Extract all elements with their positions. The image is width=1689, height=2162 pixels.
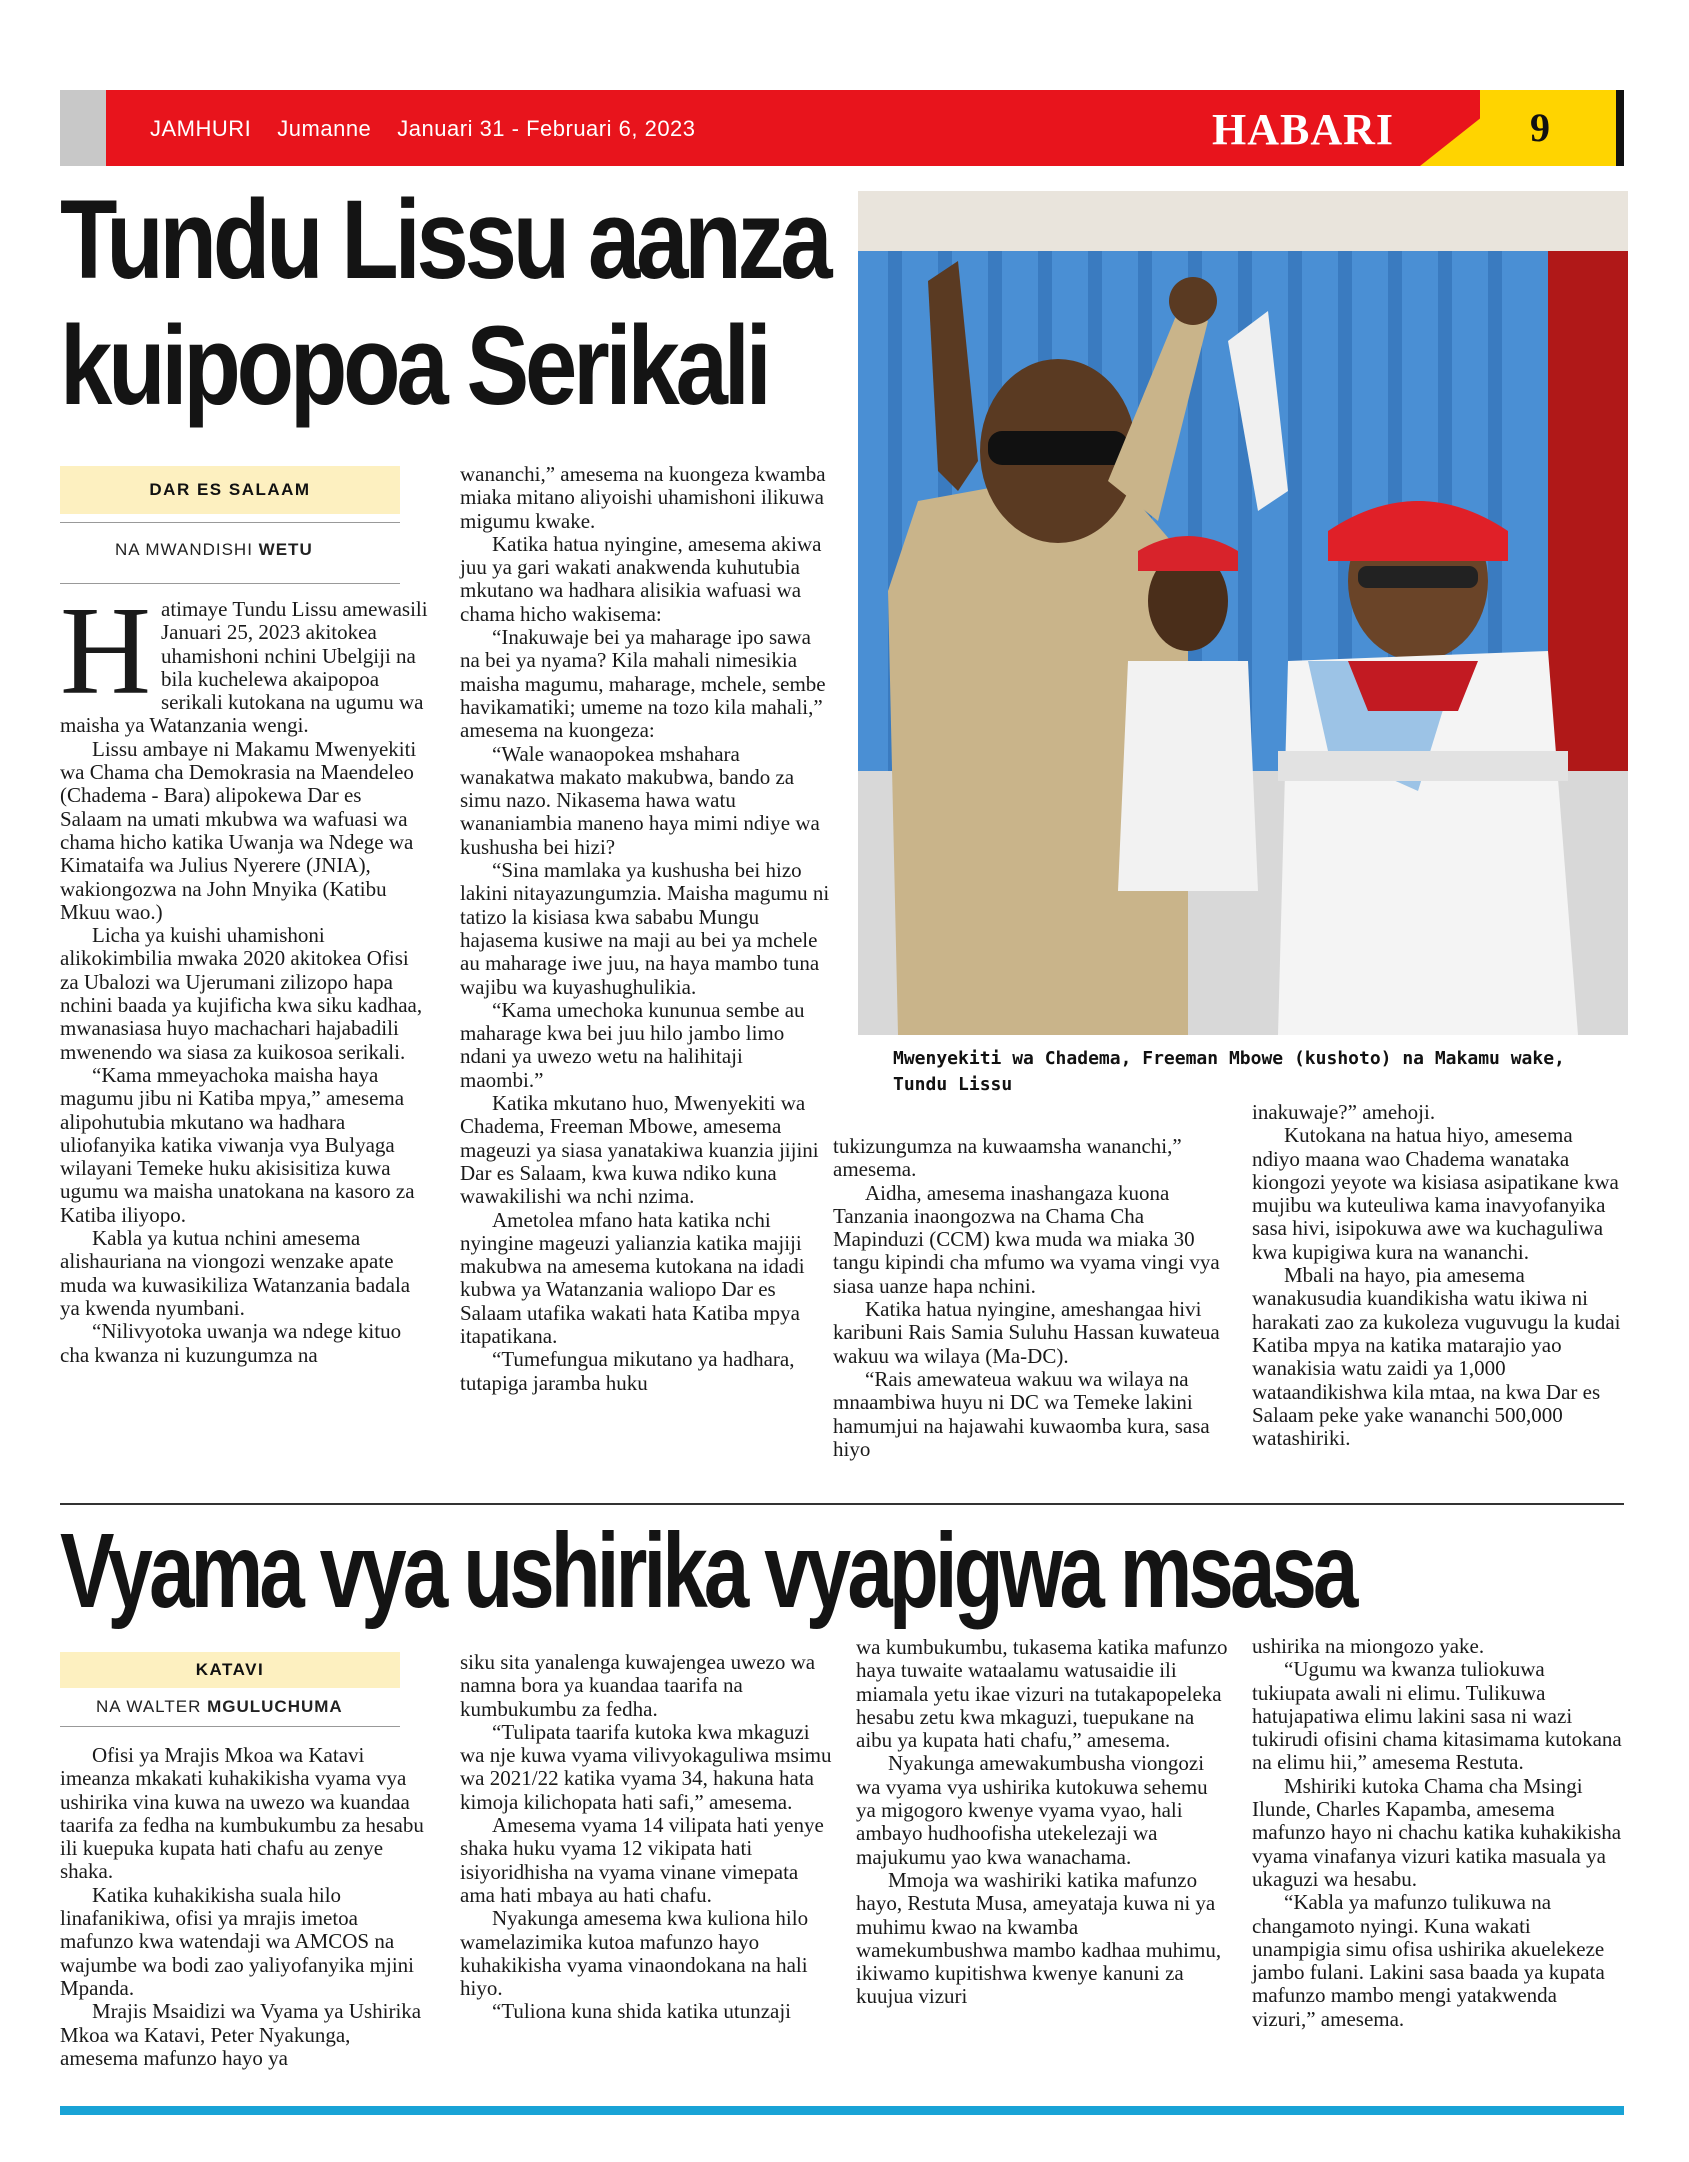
story1-column-3 [833, 1135, 1221, 1461]
story1-paragraph: “Nilivyotoka uwanja wa ndege kituo cha kwanza ni kuzungumza na [60, 1319, 402, 1367]
story1-paragraph: Lissu ambaye ni Makamu Mwenyekiti wa Chama cha Demokrasia na Maendeleo (Chadema - Bara) alipokewa Dar es Salaam na umati mkubwa wa wafuasi wa chama hicho katika Uwanja wa Ndege wa Kimataifa wa Julius Nyerere (JNIA), wakiongozwa na John Mnyika (Katibu Mkuu wao.) [60, 736, 417, 924]
story2-paragraph: ushirika na miongozo yake. [1252, 1634, 1485, 1658]
story1-photo [858, 191, 1628, 1035]
story2-paragraph: Mshiriki kutoka Chama cha Msingi Ilunde, Charles Kapamba, amesema mafunzo hayo ni chachu katika kuhakikisha vyama vinafanya vizuri katika masuala ya ukaguzi wa hesabu. [1252, 1773, 1622, 1891]
story2-paragraph: “Kabla ya mafunzo tulikuwa na changamoto nyingi. Kuna wakati unampigia simu ofisa ushirika akuelekeze jambo fulani. Lakini sasa baada ya kupata mafunzo mambo mengi yatakwenda vizuri,” amesema. [1252, 1890, 1605, 2031]
story1-paragraph: Kutokana na hatua hiyo, amesema ndiyo maana wao Chadema wanataka kiongozi yeyote wa kisiasa asipatikane kwa mujibu wa kuteuliwa kama inavyofanyika sasa hivi, isipokuwa awe wa kuchaguliwa kwa kupigiwa kura na wananchi. [1252, 1123, 1619, 1264]
story1-paragraph: Mbali na hayo, pia amesema wanakusudia kuandikisha watu ikiwa ni harakati zao za kukoleza vuguvugu la kudai Katiba mpya na katika matarajio yao wanakisia watu zaidi ya 1,000 wataandikishwa kila mtaa, na kwa Dar es Salaam peke yake wananchi 500,000 watashiriki. [1252, 1263, 1621, 1451]
story2-paragraph: wa kumbukumbu, tukasema katika mafunzo haya tuwaite wataalamu watusaidie ili miamala yetu ikae vizuri na tutakapopeleka hesabu zetu kwa mkaguzi, tuepukane na aibu ya kupata hati chafu,” amesema. [856, 1635, 1228, 1753]
story1-lead-paragraph [60, 582, 428, 738]
issue-dates: Januari 31 - Februari 6, 2023 [397, 116, 696, 141]
story2-paragraph: “Tulipata taarifa kutoka kwa mkaguzi wa nje kuwa vyama vilivyokaguliwa msimu wa 2021/22 katika vyama 34, hakuna hata kimoja kilichopata hati safi,” amesema. [460, 1719, 832, 1814]
story2-paragraph: Nyakunga amesema kwa kuliona hilo wamelazimika kutoa mafunzo hayo kuhakikisha vyama vinaondokana na hali hiyo. [460, 1906, 809, 2001]
story2-byline [96, 1697, 343, 1717]
story1-paragraph: wananchi,” amesema na kuongeza kwamba miaka mitano aliyoishi uhamishoni ilikuwa migumu kwake. [460, 462, 826, 533]
story1-byline-prefix: NA MWANDISHI [115, 540, 253, 559]
story1-paragraph: Katika mkutano huo, Mwenyekiti wa Chadema, Freeman Mbowe, amesema mageuzi ya siasa yanatakiwa kuanzia jijini Dar es Salaam, kwa kuwa ndiko kuna wawakilishi wa nchi nzima. [460, 1091, 819, 1209]
story2-paragraph: Mrajis Msaidizi wa Vyama ya Ushirika Mkoa wa Katavi, Peter Nyakunga, amesema mafunzo hayo ya [60, 1999, 422, 2070]
story1-paragraph: “Wale wanaopokea mshahara wanakatwa makato makubwa, bando za simu nazo. Nikasema hawa watu wananiambia maneno haya mimi ndiye wa kushusha bei hizi? [460, 741, 820, 859]
section-label: HABARI [1212, 105, 1395, 154]
story2-dateline: KATAVI [60, 1652, 400, 1688]
story1-paragraph: Licha ya kuishi uhamishoni alikokimbilia mwaka 2020 akitokea Ofisi za Ubalozi wa Ujerumani zilizopo hapa nchini baada ya kujificha kwa siku kadhaa, mwanasiasa huyo machachari hajabadili mwenendo wa siasa za kuikosoa serikali. [60, 923, 423, 1064]
story2-byline-prefix: NA WALTER [96, 1697, 202, 1716]
story1-divider-top [60, 522, 400, 523]
page-header [60, 90, 1624, 166]
story1-paragraph: Ametolea mfano hata katika nchi nyingine mageuzi yalianzia katika majiji makubwa na amesema kutokana na idadi kubwa ya Watanzania waliopo Dar es Salaam utafika wakati hata Katiba mpya itapatikana. [460, 1207, 805, 1348]
header-masthead [150, 116, 722, 142]
page-number: 9 [1530, 105, 1550, 150]
story1-headline-line2: kuipopoa Serikali [60, 303, 768, 428]
story1-dropcap: H [60, 582, 151, 721]
story1-column-1 [60, 582, 428, 1367]
story1-paragraph: “Tumefungua mikutano ya hadhara, tutapiga jaramba huku [460, 1347, 795, 1395]
story1-paragraph: inakuwaje?” amehoji. [1252, 1100, 1436, 1124]
issue-day: Jumanne [277, 116, 372, 141]
story1-paragraph: “Kama umechoka kununua sembe au maharage kwa bei juu hilo jambo limo ndani ya uwezo wetu na halihitaji maombi.” [460, 997, 805, 1092]
story1-paragraph: Kabla ya kutua nchini amesema alishauriana na viongozi wenzake apate muda wa kuwasikiliza Watanzania badala ya kwenda nyumbani. [60, 1226, 411, 1320]
story1-paragraph: Aidha, amesema inashangaza kuona Tanzania inaongozwa na Chama Cha Mapinduzi (CCM) kwa muda wa miaka 30 tangu kipindi cha mfumo wa vyama vingi vya siasa uanze hapa nchini. [833, 1180, 1220, 1298]
story1-paragraph: “Kama mmeyachoka maisha haya magumu jibu ni Katiba mpya,” amesema alipohutubia mkutano wa hadhara uliofanyika katika viwanja vya Bulyaga wilayani Temeke huku akisisitiza kuwa ugumu wa maisha unatokana na kasoro za Katiba iliyopo. [60, 1062, 415, 1227]
story2-column-1 [60, 1744, 428, 2070]
story1-headline-line1: Tundu Lissu aanza [60, 177, 829, 302]
story2-paragraph: “Ugumu wa kwanza tuliokuwa tukiupata awali ni elimu. Tulikuwa hatujapatiwa elimu lakini sasa ni wazi tukirudi ofisini chama kitasimama kutokana na elimu hii,” amesema Restuta. [1252, 1657, 1622, 1775]
story2-column-2 [460, 1651, 832, 2024]
story2-paragraph: Ofisi ya Mrajis Mkoa wa Katavi imeanza mkakati kuhakikisha vyama vya ushirika vina kuwa na uwezo wa kuandaa taarifa za fedha na kumbukumbu za hesabu ili kuepuka kupata hati chafu au zenye shaka. [60, 1743, 424, 1884]
story1-dateline: DAR ES SALAAM [60, 466, 400, 514]
story2-headline: Vyama vya ushirika vyapigwa msasa [60, 1512, 1355, 1630]
paper-name: JAMHURI [150, 116, 252, 141]
story2-column-3 [856, 1636, 1228, 2009]
story1-column-2 [460, 463, 830, 1395]
story1-paragraph: “Rais amewateua wakuu wa wilaya na mnaambiwa huyu ni DC wa Temeke lakini hamumjui na hajawahi kuwaomba kura, sasa hiyo [833, 1366, 1210, 1461]
story2-paragraph: Katika kuhakikisha suala hilo linafanikiwa, ofisi ya mrajis imetoa mafunzo kwa watendaji wa AMCOS na wajumbe wa bodi zao yaliyofanyika mjini Mpanda. [60, 1882, 414, 2000]
header-grey-block [60, 90, 106, 166]
story1-byline-name: WETU [258, 540, 313, 559]
story2-divider [60, 1726, 400, 1727]
story1-photo-caption: Mwenyekiti wa Chadema, Freeman Mbowe (kushoto) na Makamu wake, Tundu Lissu [893, 1048, 1565, 1095]
story1-lead-text: atimaye Tundu Lissu amewasili Januari 25, 2023 akitokea uhamishoni nchini Ubelgiji na bila kuchelewa akaipopoa serikali kutokana na ugumu wa maisha ya Watanzania wengi. [60, 597, 428, 738]
story-separator-rule [60, 1503, 1624, 1505]
story2-paragraph: Nyakunga amewakumbusha viongozi wa vyama vya ushirika kutokuwa sehemu ya migogoro kwenye vyama vyao, hali ambayo hudhoofisha utekelezaji wa majukumu yao kwa wanachama. [856, 1751, 1208, 1869]
rally-photo-illustration [858, 191, 1628, 1035]
story1-byline [115, 540, 313, 560]
story1-paragraph: Katika hatua nyingine, amesema akiwa juu ya gari wakati anakwenda kuhutubia mkutano wa hadhara alisikia wafuasi wa chama hicho wakisema: [460, 531, 822, 626]
story2-paragraph: siku sita yanalenga kuwajengea uwezo wa namna bora ya kuandaa taarifa na kumbukumbu za fedha. [460, 1650, 816, 1721]
story1-paragraph: “Inakuwaje bei ya maharage ipo sawa na bei ya nyama? Kila mahali nimesikia maisha magumu, maharage, mchele, sembe havikamatiki; umeme na tozo kila mahali,” amesema na kuongeza: [460, 625, 826, 743]
header-black-bar [1616, 90, 1624, 166]
story2-paragraph: Amesema vyama 14 vilipata hati yenye shaka huku vyama 12 vikipata hati isiyoridhisha na vyama vinane vimepata ama hati mbaya au hati chafu. [460, 1813, 824, 1907]
story1-paragraph: tukizungumza na kuwaamsha wananchi,” amesema. [833, 1134, 1182, 1182]
story2-byline-name: MGULUCHUMA [207, 1697, 343, 1716]
story2-paragraph: Mmoja wa washiriki katika mafunzo hayo, Restuta Musa, ameyataja kuwa ni ya muhimu kwao na kwamba wamekumbushwa mambo kadhaa muhimu, ikiwamo kupitishwa kwenye kanuni za kuujua vizuri [856, 1867, 1222, 2009]
story1-column-4 [1252, 1101, 1624, 1450]
story1-paragraph: “Sina mamlaka ya kushusha bei hizo lakini nitayazungumzia. Maisha magumu ni tatizo la kisiasa kwa sababu Mungu hajasema kusiwe na maji au bei ya mchele au maharage iwe juu, na haya mambo tuna wajibu wa kuyashughulikia. [460, 858, 830, 999]
story2-column-4 [1252, 1635, 1624, 2031]
story2-paragraph: “Tuliona kuna shida katika utunzaji [492, 1999, 792, 2024]
story1-paragraph: Katika hatua nyingine, ameshangaa hivi karibuni Rais Samia Suluhu Hassan kuwateua wakuu wa wilaya (Ma-DC). [833, 1297, 1220, 1368]
footer-rule [60, 2106, 1624, 2115]
